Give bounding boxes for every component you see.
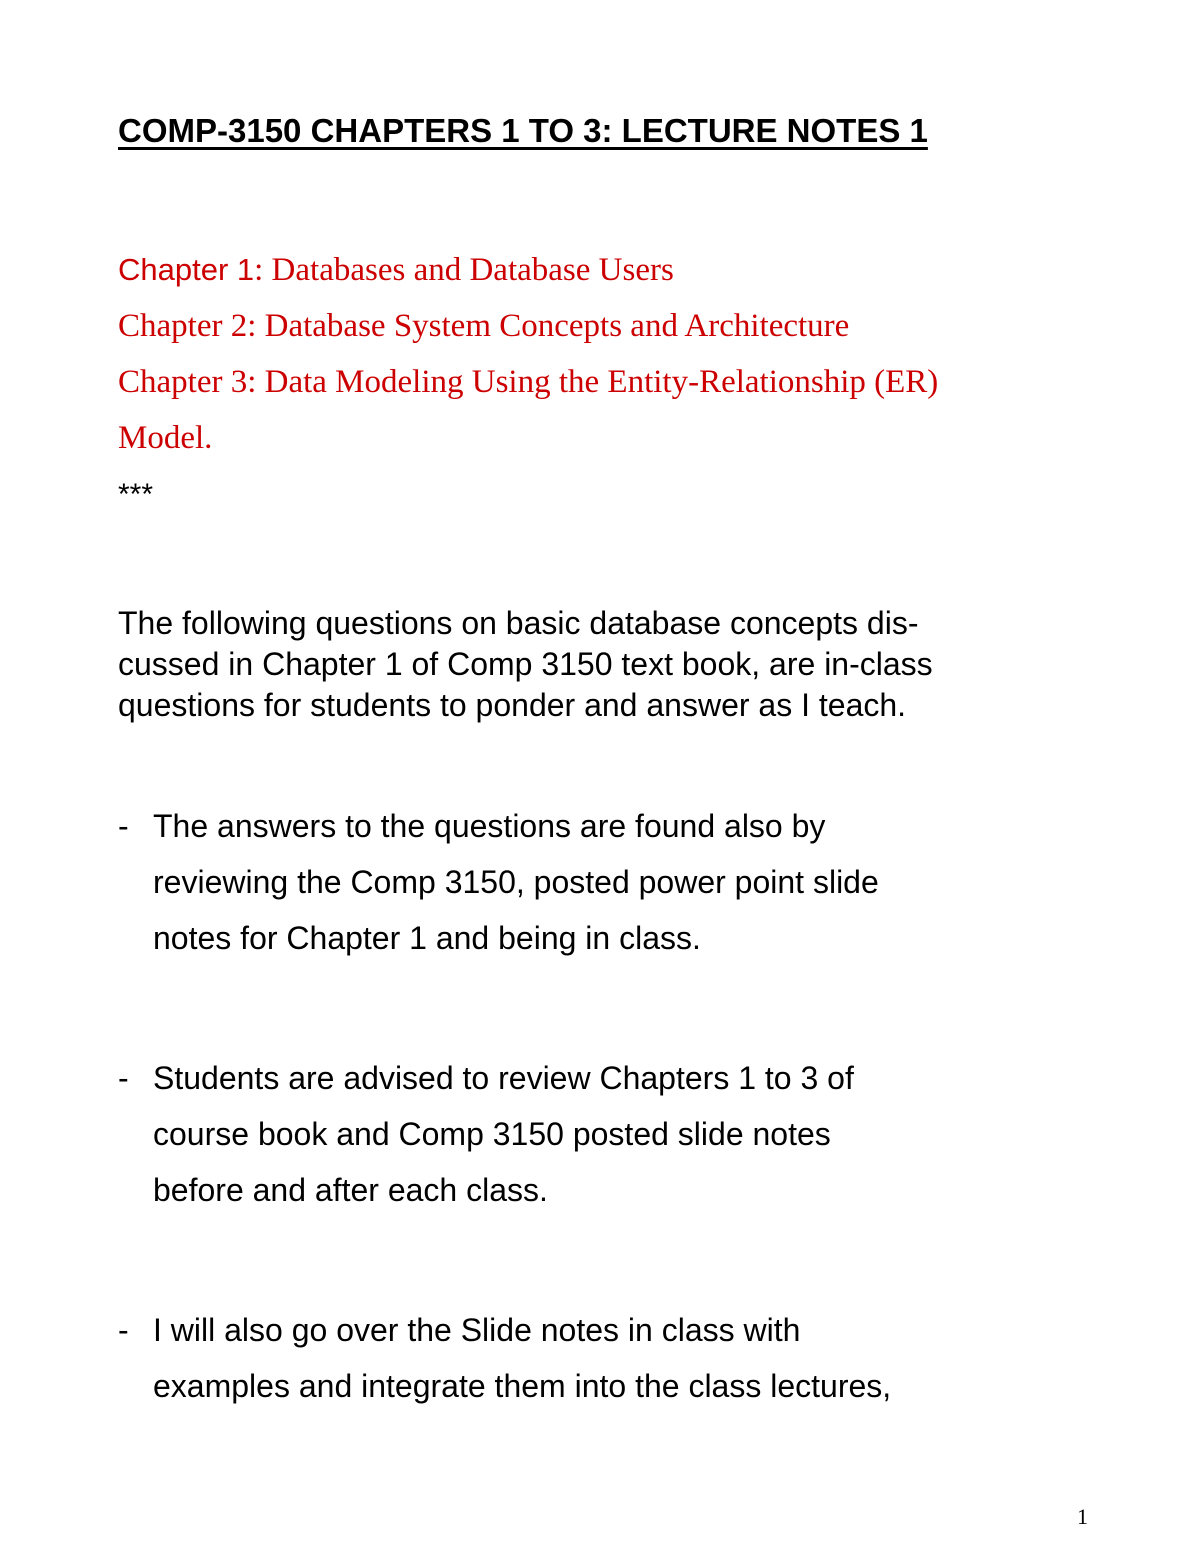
bullet-item-1 xyxy=(118,798,1118,968)
bullet-marker: - xyxy=(118,1060,129,1096)
bullet-line: Students are advised to review Chapters 1 to 3 of xyxy=(153,1060,854,1096)
chapter-2-title: : Database System Concepts and Architecture xyxy=(247,308,850,344)
bullet-line: examples and integrate them into the class lectures, xyxy=(153,1368,892,1404)
chapter-3-title: : Data Modeling Using the Entity-Relationship (ER) xyxy=(247,364,939,400)
bullet-line: notes for Chapter 1 and being in class. xyxy=(153,920,701,956)
chapter-3-prefix: Chapter 3 xyxy=(118,364,248,400)
page-title: COMP-3150 CHAPTERS 1 TO 3: LECTURE NOTES 1 xyxy=(118,112,928,149)
chapter-3-continuation: Model. xyxy=(118,420,213,456)
bullet-marker: - xyxy=(118,808,129,844)
chapter-1-line xyxy=(118,252,674,289)
bullet-line: I will also go over the Slide notes in class with xyxy=(153,1312,801,1348)
intro-line: cussed in Chapter 1 of Comp 3150 text book, are in-class xyxy=(118,646,933,682)
chapter-2-line xyxy=(118,308,849,345)
bullet-line: The answers to the questions are found also by xyxy=(153,808,826,844)
bullet-line: reviewing the Comp 3150, posted power point slide xyxy=(153,864,879,900)
bullet-line: course book and Comp 3150 posted slide notes xyxy=(153,1116,831,1152)
separator: *** xyxy=(118,478,154,511)
bullet-text xyxy=(153,1302,891,1414)
chapter-1-prefix: Chapter 1 xyxy=(118,252,255,287)
bullet-marker: - xyxy=(118,1312,129,1348)
bullet-item-3 xyxy=(118,1302,1118,1417)
chapter-2-prefix: Chapter 2 xyxy=(118,308,248,344)
bullet-line: before and after each class. xyxy=(153,1172,548,1208)
bullet-item-2 xyxy=(118,1050,1118,1220)
intro-paragraph xyxy=(118,603,933,726)
bullet-text xyxy=(153,798,879,966)
chapter-3-line xyxy=(118,364,938,401)
intro-line: The following questions on basic database concepts dis- xyxy=(118,605,919,641)
bullet-text xyxy=(153,1050,854,1218)
page-number: 1 xyxy=(1077,1504,1088,1529)
chapter-1-title: : Databases and Database Users xyxy=(254,252,674,288)
intro-line: questions for students to ponder and answer as I teach. xyxy=(118,687,907,723)
